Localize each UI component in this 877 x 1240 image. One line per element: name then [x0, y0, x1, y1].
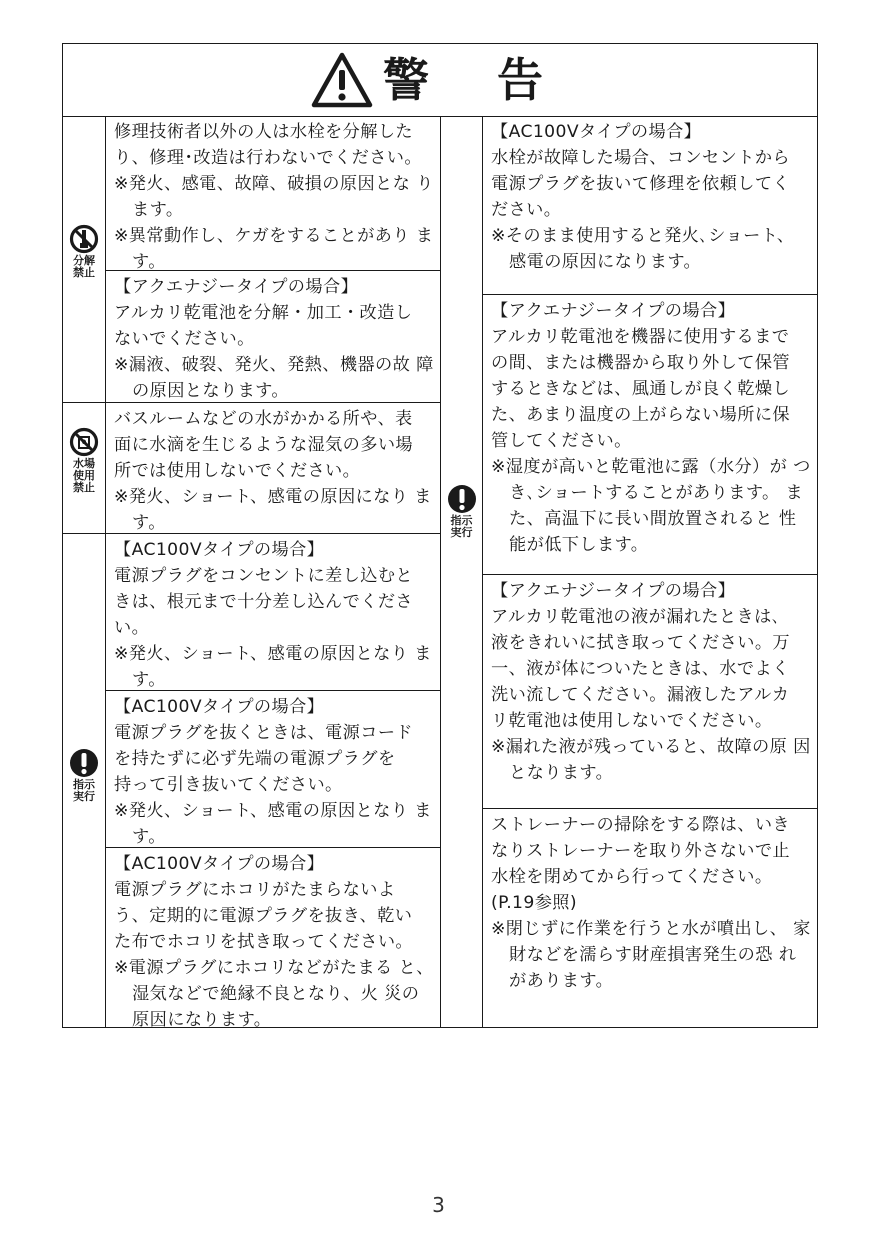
warning-table — [62, 43, 818, 1028]
warning-block: 【アクエナジータイプの場合】 アルカリ乾電池を機器に使用するまで の間、または機器から取り外して保管 するときなどは、風通しが良く乾燥し た、あまり温度の上がらない場所に保 管してください。 ※湿度が高いと乾電池に露（水分）が つき､ショートすることがあります。 また、高温下に長い間放置されると 性能が低下します。 — [491, 301, 811, 555]
mandatory-action-icon — [447, 484, 477, 514]
warning-block: 【AC100Vタイプの場合】 電源プラグにホコリがたまらないよ う、定期的に電源プラグを抜き、乾い た布でホコリを拭き取ってください。 ※電源プラグにホコリなどがたまる と、湿気などで絶縁不良となり、火 災の原因になります。 — [114, 854, 434, 1030]
warning-title: 警 告 — [382, 53, 569, 107]
warning-block: 【アクエナジータイプの場合】 アルカリ乾電池の液が漏れたときは､ 液をきれいに拭き取ってください。万 一、液が体についたときは、水でよく 洗い流してください。漏液したアルカ リ乾電池は使用しないでください。 ※漏れた液が残っていると、故障の原 因となります。 — [491, 581, 811, 783]
mandatory-action-label-right: 指示 実行 — [450, 514, 473, 539]
warning-block: 修理技術者以外の人は水栓を分解した り、修理･改造は行わないでください。 ※発火、感電、故障、破損の原因とな ります。 ※異常動作し、ケガをすることがあり ます。 — [114, 122, 434, 272]
warning-block: ストレーナーの掃除をする際は、いき なりストレーナーを取り外さないで止 水栓を閉めてから行ってください。 (P.19参照) ※閉じずに作業を行うと水が噴出し、 家財などを濡らす財産損害発生の恐 れがあります。 — [491, 815, 811, 991]
warning-block: バスルームなどの水がかかる所や、表 面に水滴を生じるような湿気の多い場 所では使用しないでください。 ※発火、ショート、感電の原因になり ます。 — [114, 409, 432, 533]
mandatory-action-badge-left — [63, 748, 105, 803]
no-water-label: 水場 使用 禁止 — [73, 457, 95, 494]
warning-triangle-icon — [311, 52, 373, 108]
warning-block: 【AC100Vタイプの場合】 電源プラグをコンセントに差し込むと きは、根元まで十分差し込んでくださ い。 ※発火、ショート、感電の原因となり ます。 — [114, 540, 432, 690]
warning-block: 【アクエナジータイプの場合】 アルカリ乾電池を分解・加工・改造し ないでください。 ※漏液、破裂、発火、発熱、機器の故 障の原因となります。 — [114, 277, 434, 401]
no-disassembly-label: 分解 禁止 — [73, 254, 95, 279]
no-disassembly-badge — [63, 224, 105, 279]
warning-block: 【AC100Vタイプの場合】 電源プラグを抜くときは、電源コード を持たずに必ず先端の電源プラグを 持って引き抜いてください。 ※発火、ショート、感電の原因となり ます。 — [114, 697, 432, 847]
warning-header — [63, 44, 817, 117]
no-water-icon — [69, 427, 99, 457]
mandatory-action-badge-right — [441, 484, 482, 539]
no-disassembly-icon — [69, 224, 99, 254]
no-water-badge — [63, 427, 105, 494]
mandatory-action-label-left: 指示 実行 — [73, 778, 95, 803]
page-number: 3 — [432, 1193, 445, 1217]
mandatory-action-icon — [69, 748, 99, 778]
warning-block: 【AC100Vタイプの場合】 水栓が故障した場合、コンセントから 電源プラグを抜いて修理を依頼してく ださい。 ※そのまま使用すると発火､ショート、 感電の原因になります。 — [491, 122, 795, 272]
